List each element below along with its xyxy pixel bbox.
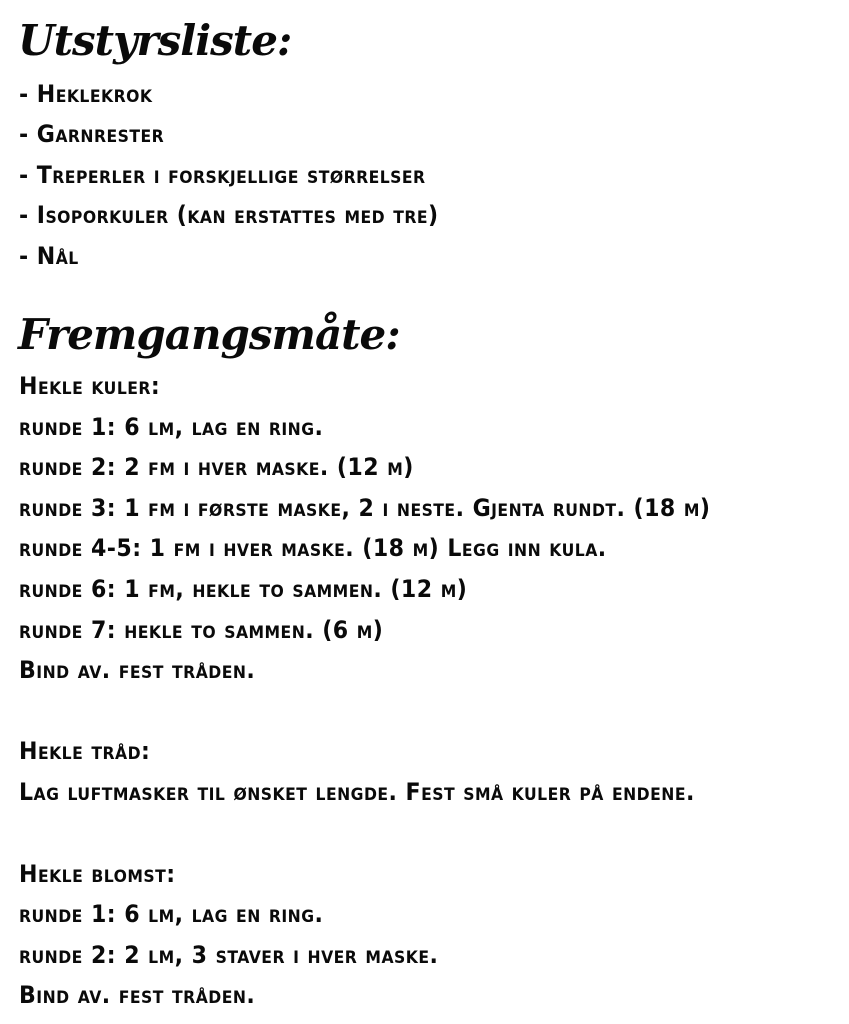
section-heading-trad: Hekle tråd: xyxy=(19,737,151,765)
instruction-line: runde 1: 6 lm, lag en ring. xyxy=(19,413,324,441)
instruction-line: runde 6: 1 fm, hekle to sammen. (12 m) xyxy=(19,575,468,603)
equipment-item: - Nål xyxy=(19,242,79,270)
instruction-line: runde 4-5: 1 fm i hver maske. (18 m) Legg inn kula. xyxy=(19,534,607,562)
instruction-line: runde 1: 6 lm, lag en ring. xyxy=(19,900,324,928)
equipment-item: - Garnrester xyxy=(19,120,165,148)
instruction-line: runde 2: 2 lm, 3 staver i hver maske. xyxy=(19,941,439,969)
equipment-item: - Treperler i forskjellige størrelser xyxy=(19,161,426,189)
instruction-line: Lag luftmasker til ønsket lengde. Fest små kuler på endene. xyxy=(19,778,695,806)
equipment-title: Utstyrsliste: xyxy=(18,16,292,65)
instruction-line: runde 3: 1 fm i første maske, 2 i neste. Gjenta rundt. (18 m) xyxy=(19,494,711,522)
instruction-line: Bind av. fest tråden. xyxy=(19,656,256,684)
equipment-item: - Heklekrok xyxy=(19,80,153,108)
section-heading-kuler: Hekle kuler: xyxy=(19,372,161,400)
instruction-line: runde 7: hekle to sammen. (6 m) xyxy=(19,616,384,644)
instruction-line: runde 2: 2 fm i hver maske. (12 m) xyxy=(19,453,414,481)
equipment-item: - Isoporkuler (kan erstattes med tre) xyxy=(19,201,439,229)
instruction-line: Bind av. fest tråden. xyxy=(19,981,256,1009)
method-title: Fremgangsmåte: xyxy=(18,310,400,359)
section-heading-blomst: Hekle blomst: xyxy=(19,860,176,888)
